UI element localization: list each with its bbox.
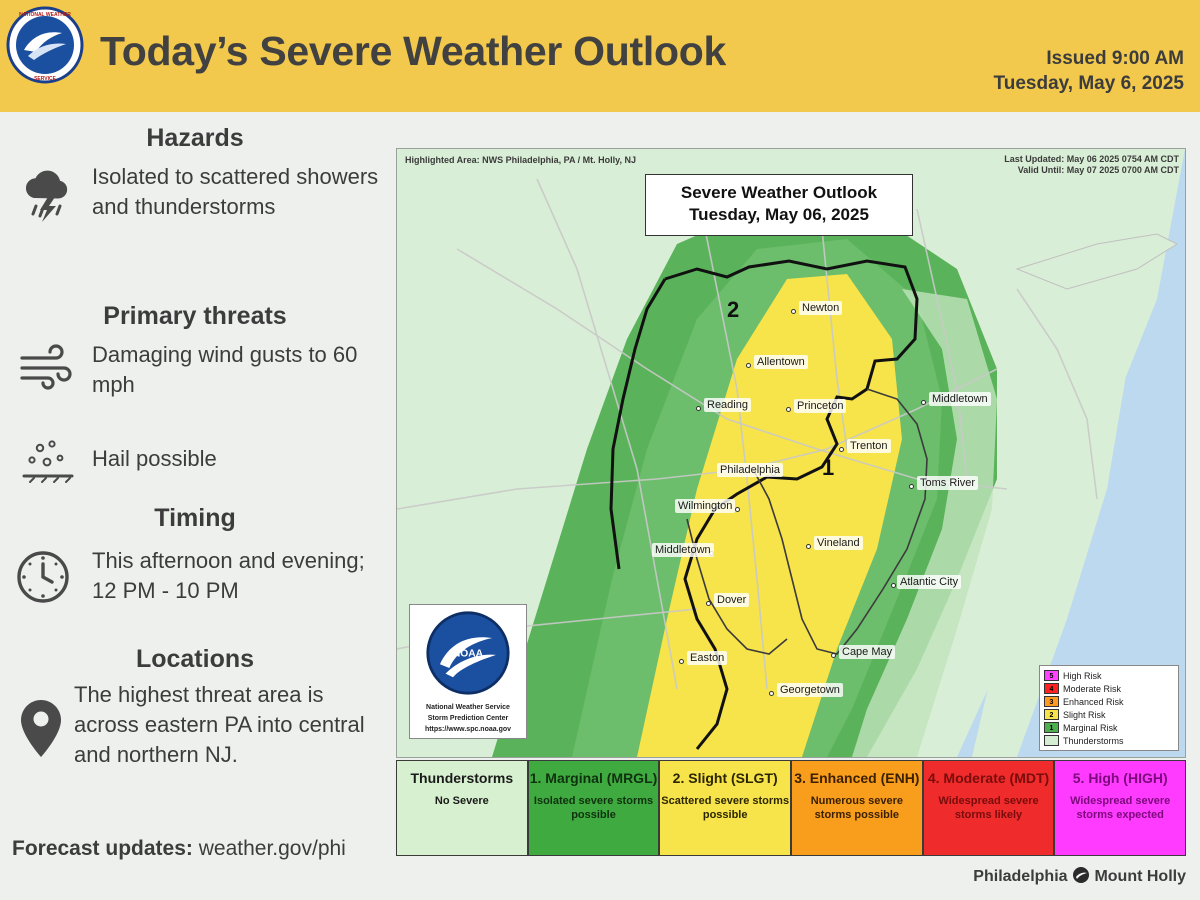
- city-dot: [696, 406, 701, 411]
- legend-item-slight: [1044, 708, 1174, 721]
- map-pin-icon: [18, 697, 64, 761]
- nws-logo-icon: [1072, 866, 1090, 884]
- city-dot: [786, 407, 791, 412]
- locations-heading: Locations: [135, 645, 255, 673]
- city-label-middletown-ny: Middletown: [929, 392, 991, 406]
- forecast-updates: [12, 837, 392, 861]
- issued-block: [994, 46, 1184, 96]
- map-last-updated: Last Updated: May 06 2025 0754 AM CDT: [1004, 154, 1179, 164]
- spc-line1: National Weather Service: [426, 704, 510, 711]
- noaa-logo-icon: [410, 610, 526, 701]
- legend-chip-3: 3: [1044, 696, 1059, 707]
- city-label-toms-river: Toms River: [917, 476, 978, 490]
- outlook-map[interactable]: [396, 148, 1186, 758]
- category-marginal: [528, 760, 660, 856]
- category-high-title: 5. High (HIGH): [1072, 770, 1168, 786]
- city-dot: [831, 653, 836, 658]
- timing-heading: Timing: [154, 504, 236, 532]
- risk-legend: [1039, 665, 1179, 751]
- map-title-line2: Tuesday, May 06, 2025: [689, 205, 869, 224]
- city-label-trenton: Trenton: [847, 439, 891, 453]
- legend-label-thunderstorms: Thunderstorms: [1063, 735, 1124, 746]
- legend-label-high: High Risk: [1063, 670, 1102, 681]
- legend-label-slight: Slight Risk: [1063, 709, 1106, 720]
- category-slight-title: 2. Slight (SLGT): [672, 770, 778, 786]
- legend-chip-tstm: [1044, 735, 1059, 746]
- hazards-heading: Hazards: [146, 124, 244, 152]
- clock-icon: [14, 548, 72, 606]
- city-label-atlantic-city: Atlantic City: [897, 575, 961, 589]
- city-dot: [806, 544, 811, 549]
- city-label-middletown-de: Middletown: [652, 543, 714, 557]
- category-high-desc: Widespread severe storms expected: [1070, 795, 1171, 821]
- map-highlight-note: Highlighted Area: NWS Philadelphia, PA / Mt. Holly, NJ: [405, 155, 637, 165]
- map-title-box: [645, 174, 913, 236]
- city-label-princeton: Princeton: [794, 399, 846, 413]
- legend-item-high: [1044, 669, 1174, 682]
- risk-category-bar: [396, 760, 1186, 856]
- spc-url: https://www.spc.noaa.gov: [424, 726, 512, 733]
- category-enhanced-title: 3. Enhanced (ENH): [794, 770, 920, 786]
- legend-label-enhanced: Enhanced Risk: [1063, 696, 1124, 707]
- forecast-updates-url[interactable]: weather.gov/phi: [198, 837, 346, 860]
- forecast-updates-label: Forecast updates:: [12, 837, 193, 860]
- primary-threats-heading: Primary threats: [103, 302, 287, 330]
- category-slight-desc: Scattered severe storms possible: [661, 795, 790, 821]
- map-title-line1: Severe Weather Outlook: [680, 183, 878, 202]
- spc-credit-box: [409, 604, 527, 739]
- city-label-wilmington: Wilmington: [675, 499, 735, 513]
- city-dot: [909, 484, 914, 489]
- spc-line2: Storm Prediction Center: [427, 715, 509, 722]
- city-dot: [891, 583, 896, 588]
- wind-icon: [18, 344, 78, 392]
- legend-item-moderate: [1044, 682, 1174, 695]
- city-label-easton: Easton: [687, 651, 727, 665]
- category-moderate-desc: Widespread severe storms likely: [938, 795, 1039, 821]
- city-dot: [921, 400, 926, 405]
- category-thunderstorms-title: Thunderstorms: [410, 770, 514, 786]
- city-label-reading: Reading: [704, 398, 751, 412]
- page-title: Today’s Severe Weather Outlook: [100, 28, 726, 74]
- category-enhanced-desc: Numerous severe storms possible: [810, 795, 904, 821]
- city-label-allentown: Allentown: [754, 355, 808, 369]
- city-dot: [746, 363, 751, 368]
- category-thunderstorms: [396, 760, 528, 856]
- legend-label-marginal: Marginal Risk: [1063, 722, 1118, 733]
- primary-threats-text: Damaging wind gusts to 60 mph: [92, 342, 358, 397]
- category-slight: [659, 760, 791, 856]
- timing-text: This afternoon and evening; 12 PM - 10 PM: [92, 548, 365, 603]
- office-left-label: Philadelphia: [973, 868, 1068, 885]
- category-moderate: [923, 760, 1055, 856]
- city-dot: [735, 507, 740, 512]
- issued-time: Issued 9:00 AM: [1046, 48, 1184, 69]
- category-thunderstorms-desc: No Severe: [434, 795, 489, 807]
- city-label-cape-may: Cape May: [839, 645, 895, 659]
- legend-item-marginal: [1044, 721, 1174, 734]
- legend-chip-1: 1: [1044, 722, 1059, 733]
- risk-number-1: 1: [822, 455, 835, 480]
- category-moderate-title: 4. Moderate (MDT): [927, 770, 1050, 786]
- legend-chip-4: 4: [1044, 683, 1059, 694]
- city-label-georgetown: Georgetown: [777, 683, 843, 697]
- office-footer: [973, 866, 1186, 886]
- svg-text:SERVICE: SERVICE: [34, 76, 56, 82]
- hail-text: Hail possible: [92, 446, 217, 471]
- map-valid-until: Valid Until: May 07 2025 0700 AM CDT: [1017, 165, 1179, 175]
- category-marginal-desc: Isolated severe storms possible: [533, 795, 654, 821]
- city-label-dover: Dover: [714, 593, 749, 607]
- legend-item-thunderstorms: [1044, 734, 1174, 747]
- legend-label-moderate: Moderate Risk: [1063, 683, 1122, 694]
- hail-icon: [18, 434, 78, 492]
- category-marginal-title: 1. Marginal (MRGL): [529, 770, 658, 786]
- left-summary-column: [0, 112, 390, 900]
- legend-chip-5: 5: [1044, 670, 1059, 681]
- issued-date: Tuesday, May 6, 2025: [993, 73, 1184, 94]
- city-label-philadelphia: Philadelphia: [717, 463, 783, 477]
- map-validity-note: [1004, 154, 1179, 176]
- category-enhanced: [791, 760, 923, 856]
- category-high: [1054, 760, 1186, 856]
- legend-item-enhanced: [1044, 695, 1174, 708]
- thunderstorm-icon: [18, 164, 78, 224]
- city-dot: [706, 601, 711, 606]
- svg-text:NATIONAL WEATHER: NATIONAL WEATHER: [19, 12, 71, 18]
- locations-text: The highest threat area is across eastern PA into central and northern NJ.: [74, 682, 365, 767]
- city-label-newton: Newton: [799, 301, 842, 315]
- header-bar: [0, 0, 1200, 112]
- city-dot: [791, 309, 796, 314]
- noaa-nws-seal-icon: [6, 6, 84, 84]
- hazards-text: Isolated to scattered showers and thunderstorms: [92, 164, 379, 219]
- city-label-vineland: Vineland: [814, 536, 863, 550]
- city-dot: [679, 659, 684, 664]
- city-dot: [839, 447, 844, 452]
- svg-text:NOAA: NOAA: [452, 648, 484, 660]
- risk-number-2: 2: [727, 297, 740, 322]
- office-right-label: Mount Holly: [1094, 868, 1186, 885]
- city-dot: [769, 691, 774, 696]
- legend-chip-2: 2: [1044, 709, 1059, 720]
